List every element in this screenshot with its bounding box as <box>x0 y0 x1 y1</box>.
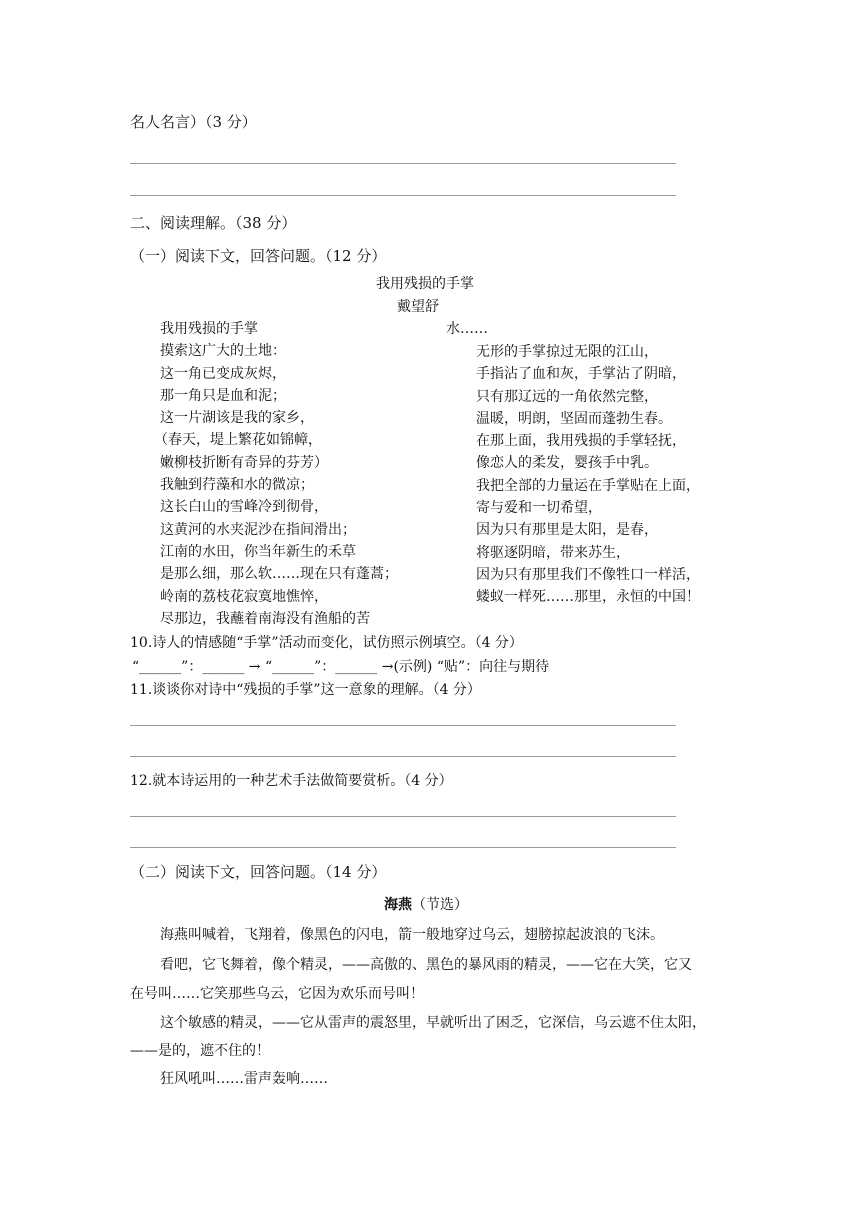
question-continuation: 名人名言）（3 分） <box>130 113 257 131</box>
question-12: 12.就本诗运用的一种艺术手法做简要赏析。（4 分） <box>130 773 453 789</box>
poem-line: 是那么细，那么软……现在只有蓬蒿； <box>160 566 398 583</box>
poem-line: 寄与爱和一切希望， <box>476 500 602 517</box>
poem-line: 因为只有那里是太阳，是春， <box>476 522 658 539</box>
poem-line: 嫩柳枝折断有奇异的芬芳） <box>160 454 328 471</box>
poem-line: 尽那边，我蘸着南海没有渔船的苦 <box>160 610 370 627</box>
poem-line-continuation: 水…… <box>446 321 488 337</box>
poem-line: 无形的手掌掠过无限的江山， <box>476 344 658 360</box>
answer-line <box>130 195 676 196</box>
question-10-fill: “______”：______ → “______”：______ →(示例) “贴”：向往与期待 <box>132 659 550 675</box>
passage-paragraph: 海燕叫喊着，飞翔着，像黑色的闪电，箭一般地穿过乌云，翅膀掠起波浪的飞沫。 <box>160 927 664 943</box>
poem-left-column <box>154 318 398 630</box>
passage-paragraph-cont: ——是的，遮不住的！ <box>130 1043 270 1059</box>
poem-line: （春天，堤上繁花如锦幛， <box>154 432 322 449</box>
poem-line: 只有那辽远的一角依然完整， <box>476 388 658 405</box>
passage-title <box>384 894 468 916</box>
poem-right-column <box>476 341 700 609</box>
answer-line <box>130 163 676 164</box>
passage-paragraph: 看吧，它飞舞着，像个精灵，——高傲的、黑色的暴风雨的精灵，——它在大笑，它又 <box>160 957 692 973</box>
poem-line: 温暖，明朗，坚固而蓬勃生春。 <box>476 410 672 427</box>
poem-line: 我把全部的力量运在手掌贴在上面， <box>476 477 700 494</box>
poem-line: 这长白山的雪峰冷到彻骨， <box>160 499 328 516</box>
answer-line <box>130 725 676 726</box>
poem-title: 我用残损的手掌 <box>376 276 474 292</box>
poem-author: 戴望舒 <box>397 299 439 315</box>
section-heading: 二、阅读理解。（38 分） <box>130 214 297 232</box>
poem-line: 像恋人的柔发，婴孩手中乳。 <box>476 455 658 472</box>
poem-line: 我用残损的手掌 <box>160 321 258 337</box>
passage-paragraph: 这个敏感的精灵，——它从雷声的震怒里，早就听出了困乏，它深信，乌云遮不住太阳， <box>160 1015 706 1031</box>
passage-title-text: 海燕 <box>384 897 412 913</box>
poem-line: 江南的水田，你当年新生的禾草 <box>160 543 356 560</box>
poem-line: 蝼蚁一样死……那里，永恒的中国！ <box>476 589 700 606</box>
answer-line <box>130 847 676 848</box>
poem-line: 这一角已变成灰烬， <box>160 365 286 382</box>
part1-heading: （一）阅读下文，回答问题。（12 分） <box>130 247 387 265</box>
part2-heading: （二）阅读下文，回答问题。（14 分） <box>130 863 387 881</box>
answer-line <box>130 756 676 757</box>
poem-line: 我触到荇藻和水的微凉； <box>160 477 314 494</box>
question-11: 11.谈谈你对诗中“残损的手掌”这一意象的理解。（4 分） <box>130 682 481 698</box>
question-10: 10.诗人的情感随“手掌”活动而变化，试仿照示例填空。（4 分） <box>130 635 523 651</box>
poem-line: 这黄河的水夹泥沙在指间滑出； <box>160 521 356 538</box>
poem-line: 岭南的荔枝花寂寞地憔悴， <box>160 588 328 605</box>
passage-paragraph-cont: 在号叫……它笑那些乌云，它因为欢乐而号叫！ <box>130 986 424 1002</box>
poem-line: 因为只有那里我们不像牲口一样活， <box>476 566 700 583</box>
passage-paragraph: 狂风吼叫……雷声轰响…… <box>160 1071 328 1087</box>
poem-line: 这一片湖该是我的家乡， <box>160 410 314 427</box>
poem-line: 手指沾了血和灰，手掌沾了阴暗， <box>476 366 686 383</box>
poem-line: 将驱逐阴暗，带来苏生， <box>476 544 630 561</box>
answer-line <box>130 816 676 817</box>
poem-line: 在那上面，我用残损的手掌轻抚， <box>476 433 686 450</box>
poem-line: 摸索这广大的土地： <box>160 343 286 360</box>
passage-title-note: （节选） <box>412 897 468 913</box>
poem-line: 那一角只是血和泥； <box>160 387 286 404</box>
